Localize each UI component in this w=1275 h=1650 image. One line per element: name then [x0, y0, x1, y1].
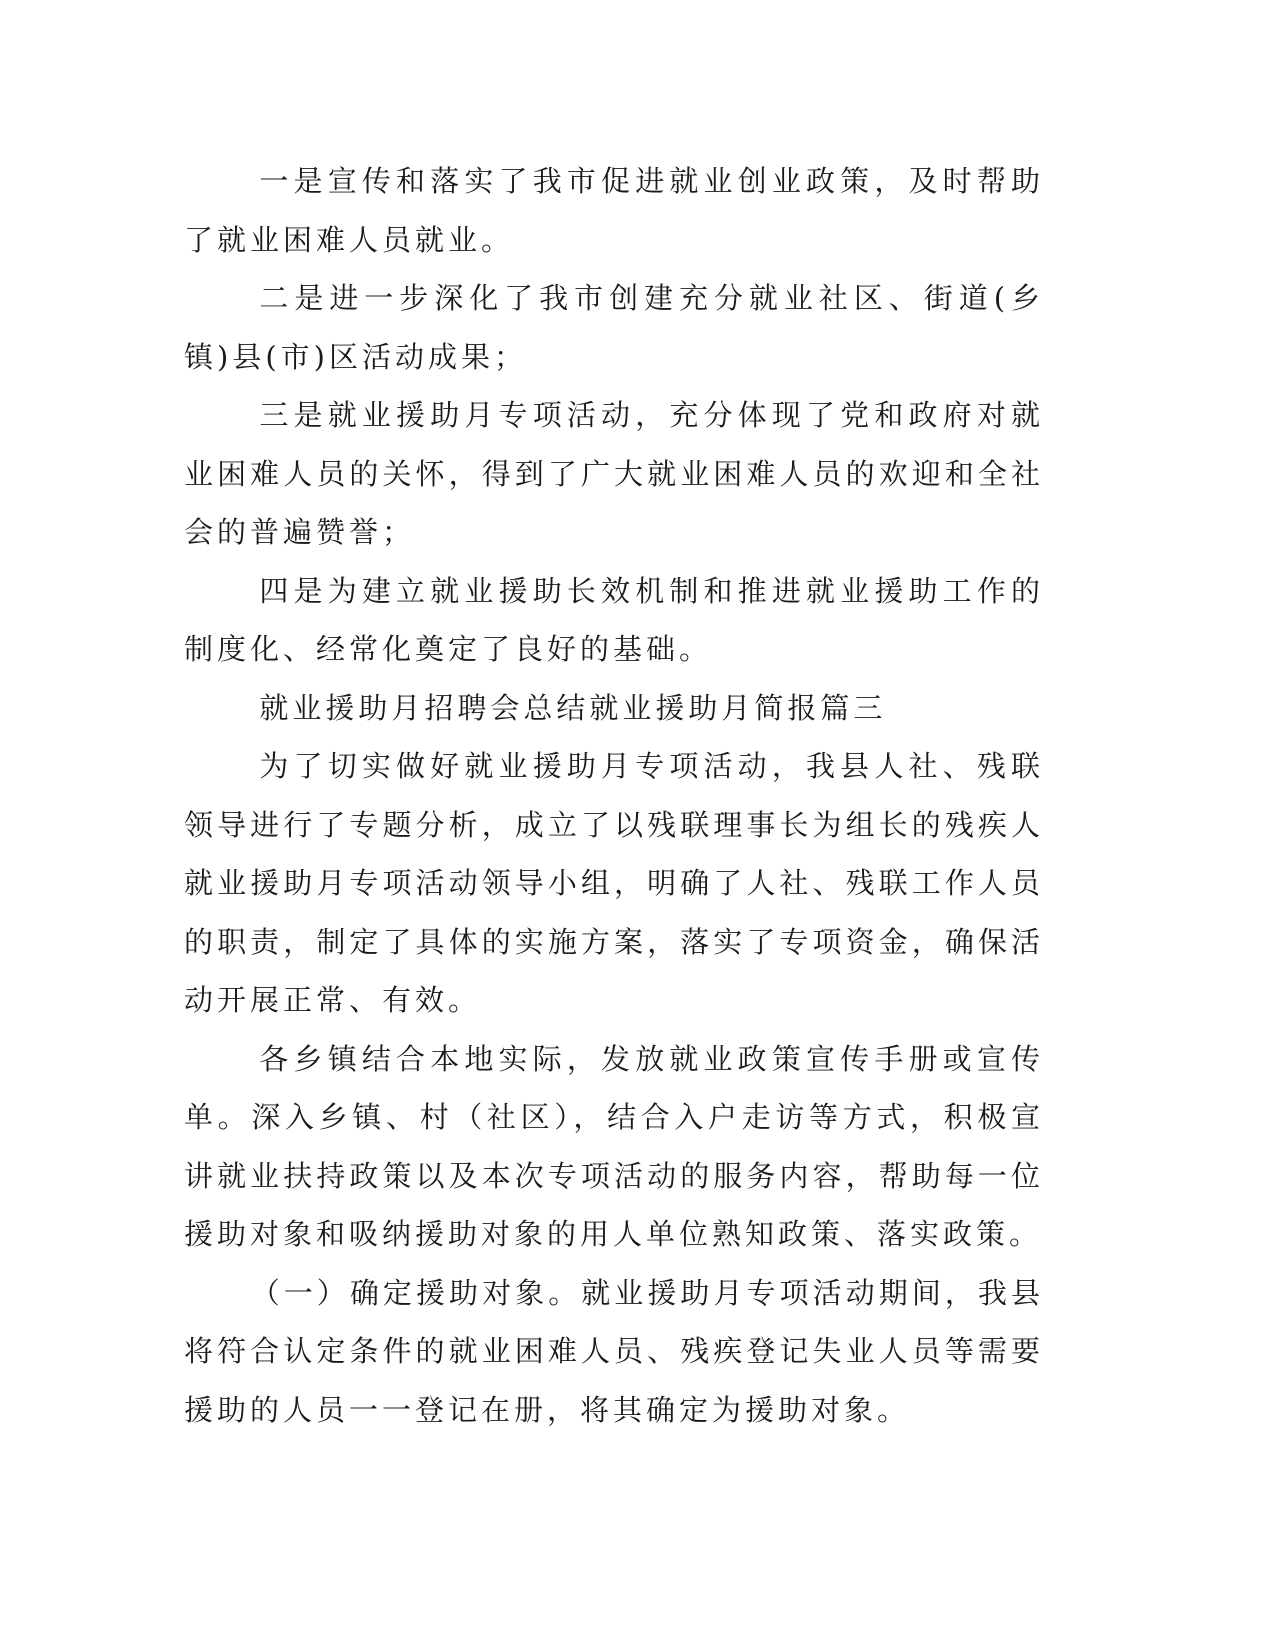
- paragraph-6: 各乡镇结合本地实际，发放就业政策宣传手册或宣传单。深入乡镇、村（社区），结合入户走访等方式，积极宣讲就业扶持政策以及本次专项活动的服务内容，帮助每一位援助对象和吸纳援助对象的用人单位熟知政策、落实政策。: [184, 1041, 1044, 1251]
- paragraph-4: 四是为建立就业援助长效机制和推进就业援助工作的制度化、经常化奠定了良好的基础。: [184, 573, 1044, 666]
- paragraph-5: 为了切实做好就业援助月专项活动，我县人社、残联领导进行了专题分析，成立了以残联理事长为组长的残疾人就业援助月专项活动领导小组，明确了人社、残联工作人员的职责，制定了具体的实施方案，落实了专项资金，确保活动开展正常、有效。: [184, 749, 1044, 1017]
- section-heading: 就业援助月招聘会总结就业援助月简报篇三: [259, 690, 887, 725]
- paragraph-2: 二是进一步深化了我市创建充分就业社区、街道(乡镇)县(市)区活动成果；: [184, 281, 1044, 374]
- paragraph-1: 一是宣传和落实了我市促进就业创业政策，及时帮助了就业困难人员就业。: [184, 164, 1044, 257]
- document-body: [184, 152, 1044, 1439]
- paragraph-7: （一）确定援助对象。就业援助月专项活动期间，我县将符合认定条件的就业困难人员、残疾登记失业人员等需要援助的人员一一登记在册，将其确定为援助对象。: [184, 1275, 1044, 1427]
- paragraph-3: 三是就业援助月专项活动，充分体现了党和政府对就业困难人员的关怀，得到了广大就业困难人员的欢迎和全社会的普遍赞誉；: [184, 398, 1044, 549]
